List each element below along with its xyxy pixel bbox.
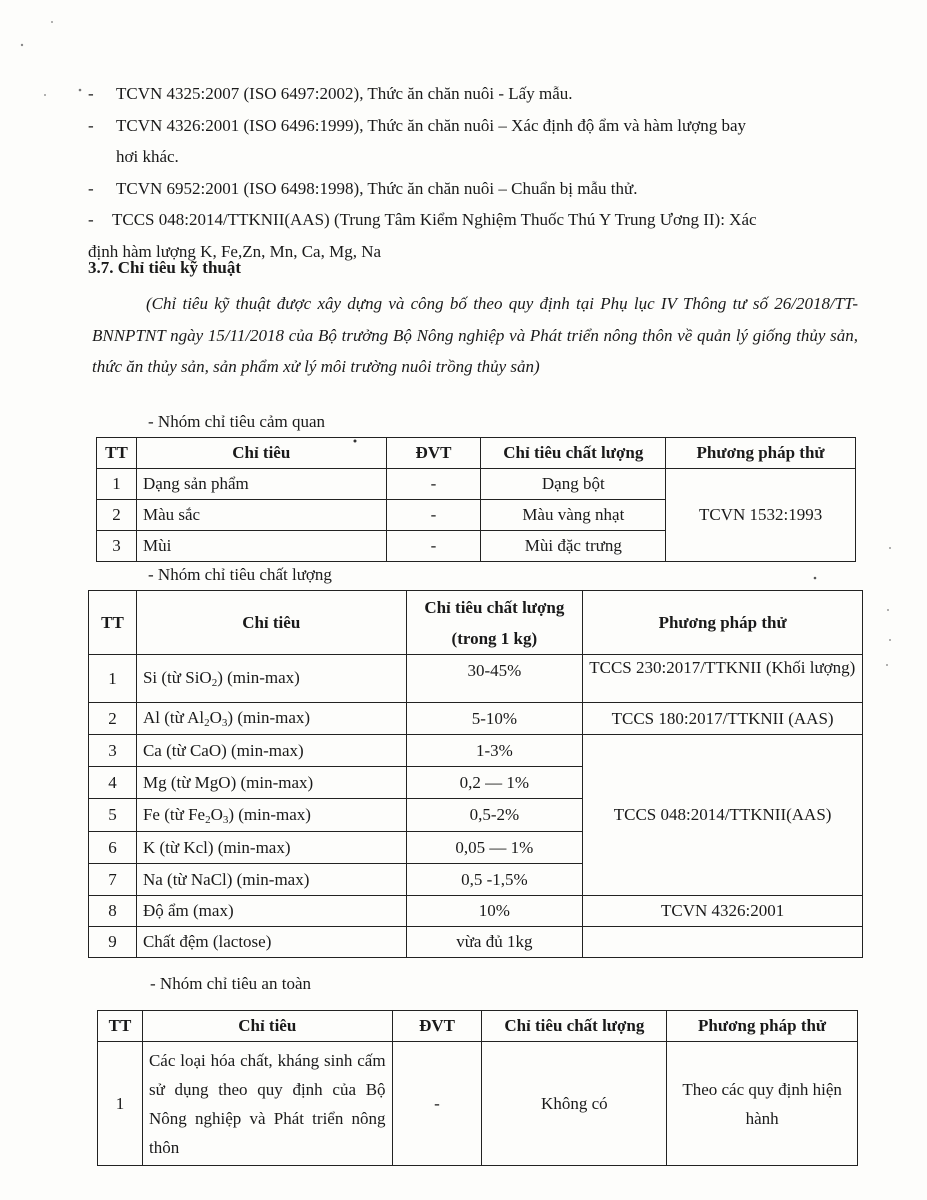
standard-item xyxy=(88,173,863,205)
name-cell: Chất đệm (lactose) xyxy=(136,927,406,958)
header-cell: TT xyxy=(97,438,137,469)
name-cell: Ca (từ CaO) (min-max) xyxy=(136,735,406,767)
table-header-row xyxy=(98,1011,858,1042)
unit-cell: - xyxy=(386,531,481,562)
value-cell: 30-45% xyxy=(406,655,583,703)
unit-cell: - xyxy=(386,500,481,531)
value-cell: Mùi đặc trưng xyxy=(481,531,666,562)
sensory-table xyxy=(96,437,856,562)
value-cell: Không có xyxy=(482,1042,667,1166)
subscript: 2 xyxy=(211,677,218,689)
quality-group-label: - Nhóm chỉ tiêu chất lượng xyxy=(148,565,332,584)
tt-cell: 4 xyxy=(89,767,137,799)
standard-text: TCVN 4326:2001 (ISO 6496:1999), Thức ăn chăn nuôi – Xác định độ ẩm và hàm lượng bay xyxy=(116,115,747,135)
name-cell xyxy=(136,655,406,703)
scan-speck xyxy=(889,547,891,549)
merged-method-cell: TCCS 048:2014/TTKNII(AAS) xyxy=(583,735,863,896)
subscript: 3 xyxy=(221,717,228,729)
standard-item-continuation xyxy=(88,141,863,173)
standard-item xyxy=(88,110,863,142)
scan-speck xyxy=(44,94,46,96)
subscript: 2 xyxy=(204,717,210,729)
value-cell: Dạng bột xyxy=(481,469,666,500)
name-text: O xyxy=(209,708,222,727)
method-cell: TCCS 180:2017/TTKNII (AAS) xyxy=(583,703,863,735)
section-title: 3.7. Chỉ tiêu kỹ thuật xyxy=(88,258,242,277)
scan-speck xyxy=(79,89,82,92)
header-cell: ĐVT xyxy=(386,438,481,469)
tt-cell: 6 xyxy=(89,832,137,864)
method-cell xyxy=(583,927,863,958)
list-dash: - xyxy=(88,178,94,198)
quality-table xyxy=(88,590,863,958)
header-cell: Chỉ tiêu chất lượng (trong 1 kg) xyxy=(406,591,583,655)
name-cell: Độ ẩm (max) xyxy=(136,896,406,927)
method-cell: TCVN 4326:2001 xyxy=(583,896,863,927)
method-cell: TCVN 1532:1993 xyxy=(666,469,856,562)
table-row xyxy=(89,655,863,703)
tt-cell: 2 xyxy=(97,500,137,531)
value-cell: 0,5 -1,5% xyxy=(406,864,583,896)
standard-text: TCVN 4325:2007 (ISO 6497:2002), Thức ăn chăn nuôi - Lấy mẫu. xyxy=(116,84,573,103)
table-row xyxy=(89,703,863,735)
value-cell: 10% xyxy=(406,896,583,927)
name-text: Fe (từ Fe xyxy=(142,804,206,824)
standard-text: TCCS 048:2014/TTKNII(AAS) (Trung Tâm Kiểm Nghiệm Thuốc Thú Y Trung Ương II): Xác xyxy=(112,210,757,229)
table-row xyxy=(97,469,856,500)
table-header-row xyxy=(97,438,856,469)
value-cell: vừa đủ 1kg xyxy=(406,927,583,958)
table-row xyxy=(98,1042,858,1166)
subscript: 3 xyxy=(222,813,229,826)
unit-cell: - xyxy=(386,469,481,500)
standard-item xyxy=(88,204,863,236)
table-row xyxy=(89,896,863,927)
tt-cell: 5 xyxy=(89,799,137,832)
name-cell: Mùi xyxy=(136,531,386,562)
tt-cell: 1 xyxy=(89,655,137,703)
header-cell: Phương pháp thử xyxy=(583,591,863,655)
name-text: ) (min-max) xyxy=(227,708,311,727)
tt-cell: 1 xyxy=(98,1042,143,1166)
list-dash: - xyxy=(88,115,94,135)
value-cell: Màu vàng nhạt xyxy=(481,500,666,531)
standard-text: TCVN 6952:2001 (ISO 6498:1998), Thức ăn chăn nuôi – Chuẩn bị mẫu thử. xyxy=(116,178,638,198)
scan-speck xyxy=(886,664,888,666)
safety-table xyxy=(97,1010,858,1166)
header-cell: TT xyxy=(89,591,137,655)
tt-cell: 9 xyxy=(89,927,137,958)
scan-speck xyxy=(814,577,817,580)
tt-cell: 3 xyxy=(89,735,137,767)
header-cell: Phương pháp thử xyxy=(666,438,856,469)
table-row xyxy=(89,735,863,767)
header-cell: Chỉ tiêu chất lượng xyxy=(481,438,666,469)
name-text: Si (từ SiO xyxy=(142,668,212,687)
header-cell: ĐVT xyxy=(392,1011,482,1042)
standard-text: hơi khác. xyxy=(116,147,179,166)
name-text: Al (từ Al xyxy=(142,708,205,727)
standard-item xyxy=(88,78,863,110)
table-row xyxy=(89,927,863,958)
tt-cell: 7 xyxy=(89,864,137,896)
value-cell: 0,05 — 1% xyxy=(406,832,583,864)
table-header-row xyxy=(89,591,863,655)
value-cell: 0,5-2% xyxy=(406,799,583,832)
scan-speck xyxy=(21,44,23,46)
value-cell: 1-3% xyxy=(406,735,583,767)
method-cell: TCCS 230:2017/TTKNII (Khối lượng) xyxy=(583,655,863,703)
header-cell: TT xyxy=(98,1011,143,1042)
name-cell: Màu sắc xyxy=(136,500,386,531)
tt-cell: 3 xyxy=(97,531,137,562)
subscript: 2 xyxy=(205,813,211,826)
unit-cell: - xyxy=(392,1042,482,1166)
name-text: O xyxy=(210,804,223,824)
value-cell: 5-10% xyxy=(406,703,583,735)
sensory-group-label: - Nhóm chỉ tiêu cảm quan xyxy=(148,412,326,431)
name-text: ) (min-max) xyxy=(228,804,311,824)
header-cell: Chỉ tiêu xyxy=(142,1011,392,1042)
name-cell: Na (từ NaCl) (min-max) xyxy=(136,864,406,896)
standard-text: định hàm lượng K, Fe,Zn, Mn, Ca, Mg, Na xyxy=(88,241,382,261)
header-cell: Chỉ tiêu chất lượng xyxy=(482,1011,667,1042)
name-cell xyxy=(136,799,406,832)
scan-speck xyxy=(887,609,889,611)
scan-speck xyxy=(51,21,53,23)
name-cell: K (từ Kcl) (min-max) xyxy=(136,832,406,864)
list-dash: - xyxy=(88,210,94,229)
header-cell: Chỉ tiêu xyxy=(136,591,406,655)
tt-cell: 1 xyxy=(97,469,137,500)
tt-cell: 8 xyxy=(89,896,137,927)
scan-speck xyxy=(889,639,891,641)
name-cell xyxy=(136,703,406,735)
tt-cell: 2 xyxy=(89,703,137,735)
safety-group-label: - Nhóm chỉ tiêu an toàn xyxy=(150,974,311,993)
list-dash: - xyxy=(88,84,94,103)
name-text: ) (min-max) xyxy=(217,668,300,687)
header-cell: Chỉ tiêu xyxy=(136,438,386,469)
method-cell: Theo các quy định hiện hành xyxy=(667,1042,858,1166)
header-cell: Phương pháp thử xyxy=(667,1011,858,1042)
name-cell: Các loại hóa chất, kháng sinh cấm sử dụng theo quy định của Bộ Nông nghiệp và Phát triển nông thôn xyxy=(142,1042,392,1166)
name-cell: Dạng sản phẩm xyxy=(136,469,386,500)
value-cell: 0,2 — 1% xyxy=(406,767,583,799)
name-cell: Mg (từ MgO) (min-max) xyxy=(136,767,406,799)
standards-list xyxy=(88,78,863,267)
section-note: (Chỉ tiêu kỹ thuật được xây dựng và công bố theo quy định tại Phụ lục IV Thông tư số 26/2018/TT-BNNPTNT ngày 15/11/2018 của Bộ trưởng Bộ Nông nghiệp và Phát triển nông thôn về quản lý giống thủy sản, thức ăn thủy sản, sản phẩm xử lý môi trường nuôi trồng thủy sản) xyxy=(92,294,858,376)
